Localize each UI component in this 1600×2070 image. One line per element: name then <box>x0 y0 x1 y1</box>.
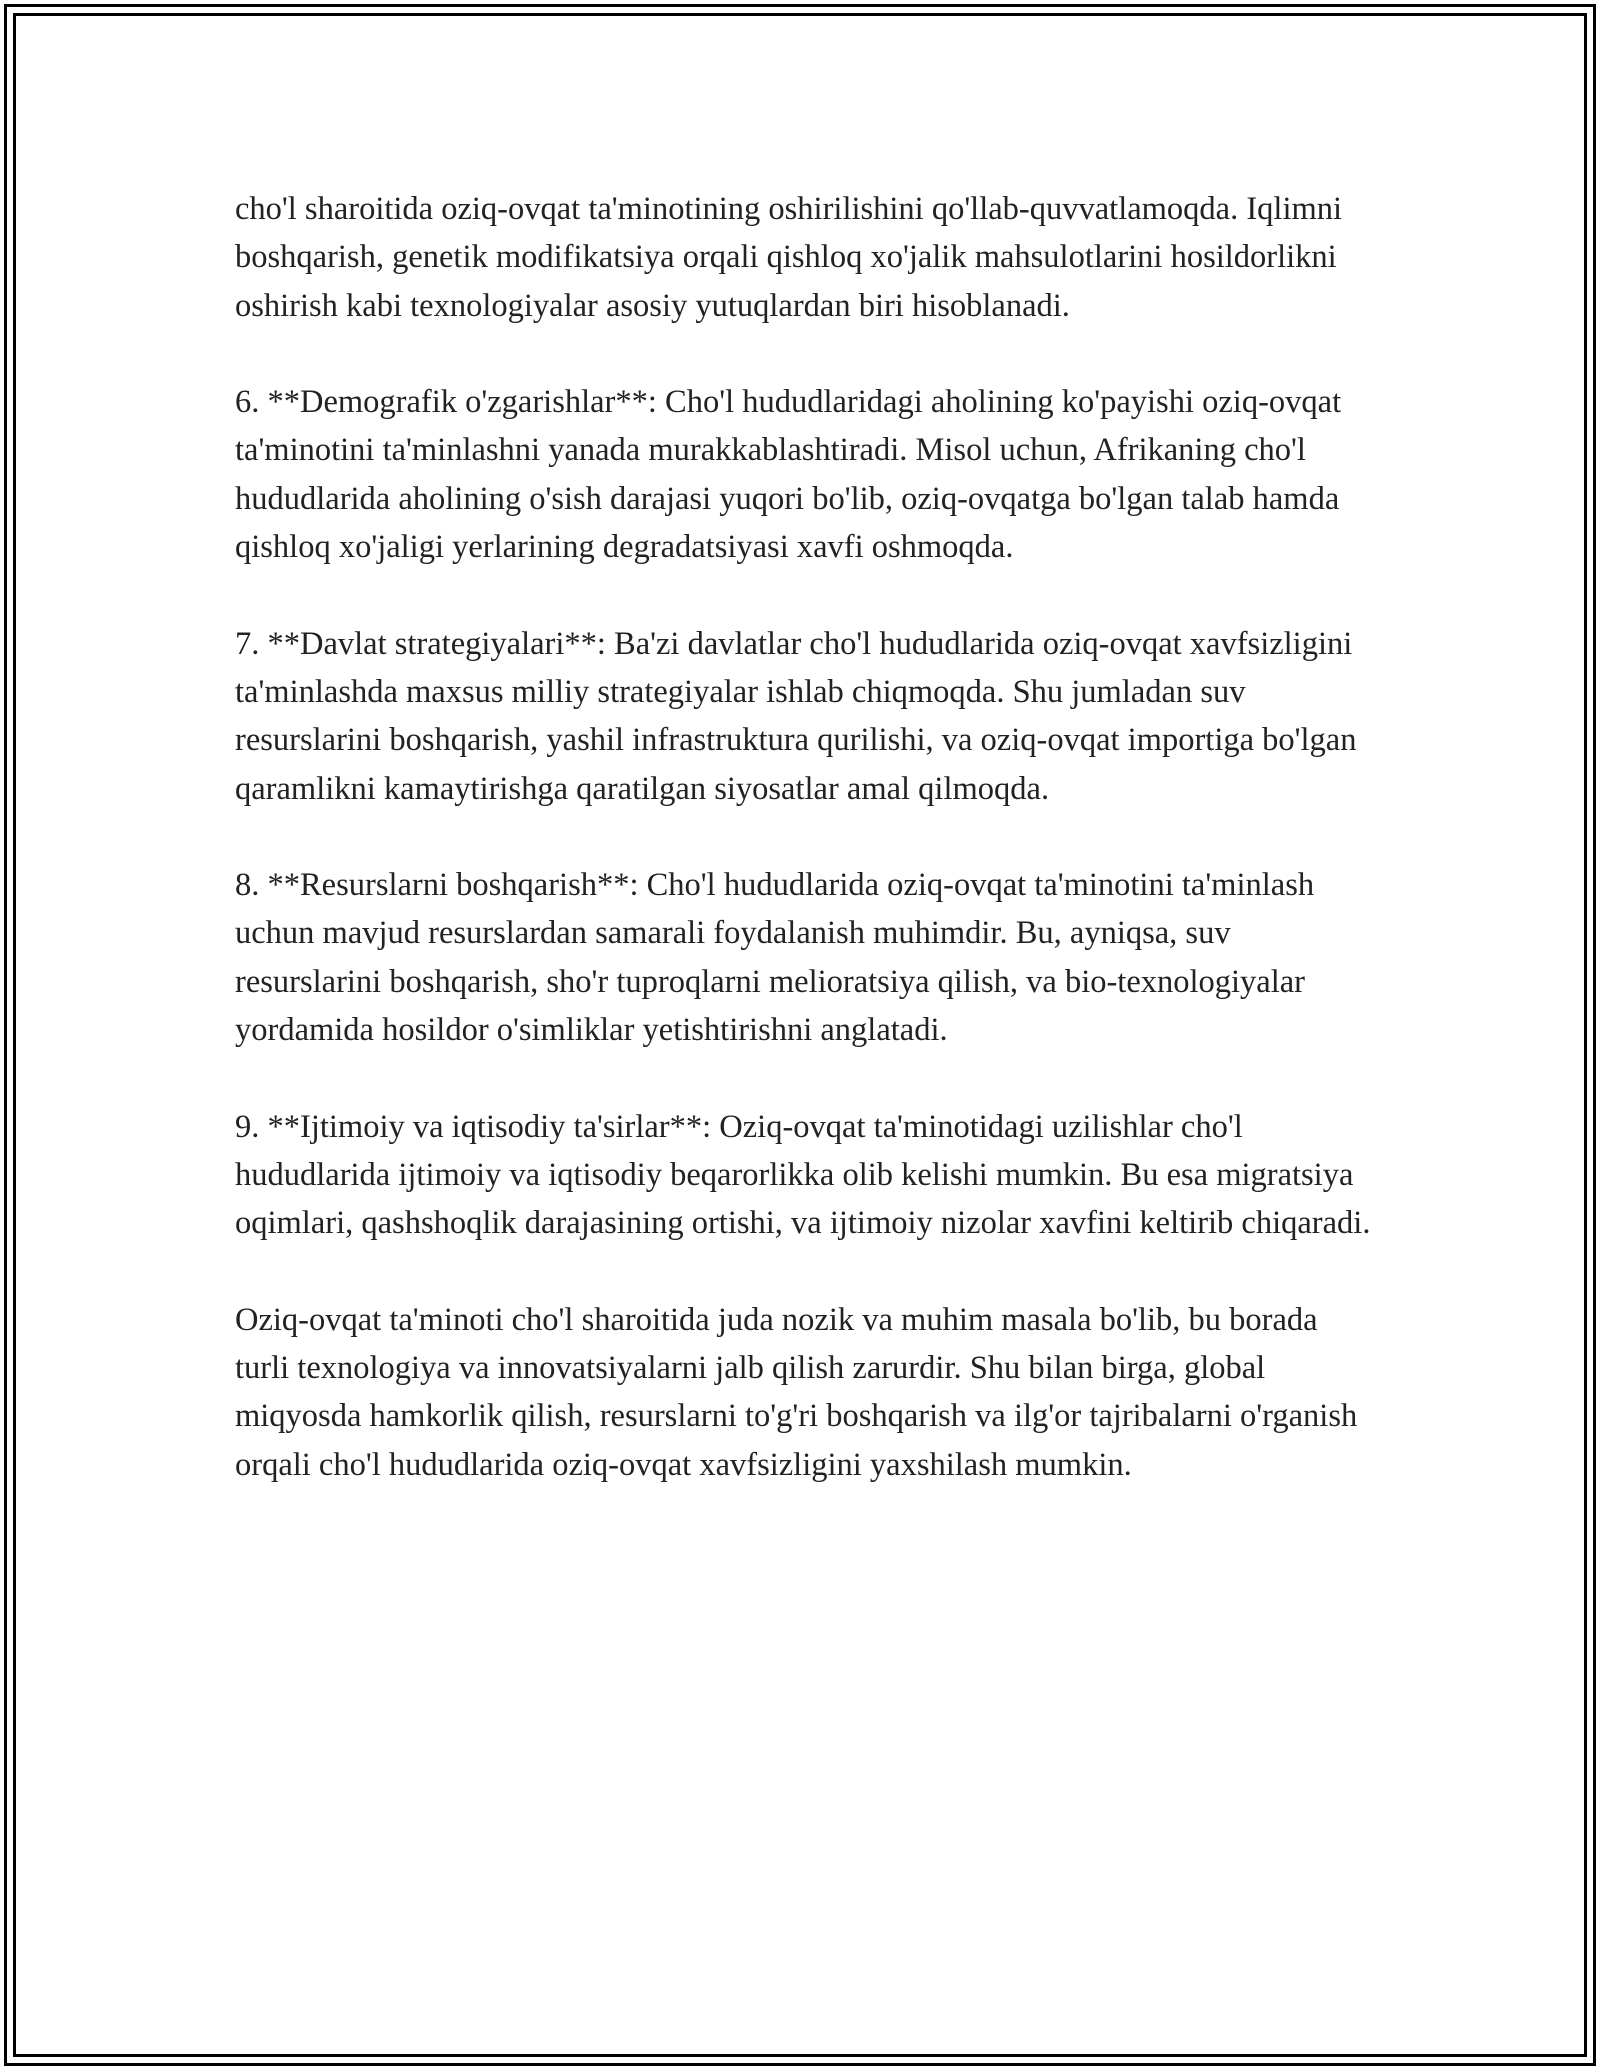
paragraph-conclusion: Oziq-ovqat ta'minoti cho'l sharoitida juda nozik va muhim masala bo'lib, bu borada turli texnologiya va innovatsiyalarni jalb qilish zarurdir. Shu bilan birga, global miqyosda hamkorlik qilish, resurslarni to'g'ri boshqarish va ilg'or tajribalarni o'rganish orqali cho'l hududlarida oziq-ovqat xavfsizligini yaxshilash mumkin. <box>235 1301 1358 1483</box>
paragraph-social-economic-effects: 9. **Ijtimoiy va iqtisodiy ta'sirlar**: Oziq-ovqat ta'minotidagi uzilishlar cho'l hududlarida ijtimoiy va iqtisodiy beqarorlikka olib kelishi mumkin. Bu esa migratsiya oqimlari, qashshoqlik darajasining ortishi, va ijtimoiy nizolar xavfini keltirib chiqaradi. <box>235 1108 1371 1242</box>
paragraph-intro-continuation: cho'l sharoitida oziq-ovqat ta'minotining oshirilishini qo'llab-quvvatlamoqda. Iqlimni boshqarish, genetik modifikatsiya orqali qishloq xo'jalik mahsulotlarini hosildorlikni oshirish kabi texnologiyalar asosiy yutuqlardan biri hisoblanadi. <box>235 191 1343 324</box>
document-body <box>235 185 1375 1537</box>
paragraph-demographic-changes: 6. **Demografik o'zgarishlar**: Cho'l hududlaridagi aholining ko'payishi oziq-ovqat ta'minotini ta'minlashni yanada murakkablashtiradi. Misol uchun, Afrikaning cho'l hududlarida aholining o'sish darajasi yuqori bo'lib, oziq-ovqatga bo'lgan talab hamda qishloq xo'jaligi yerlarining degradatsiyasi xavfi oshmoqda. <box>235 384 1342 566</box>
paragraph-government-strategies: 7. **Davlat strategiyalari**: Ba'zi davlatlar cho'l hududlarida oziq-ovqat xavfsizligini ta'minlashda maxsus milliy strategiyalar ishlab chiqmoqda. Shu jumladan suv resurslarini boshqarish, yashil infrastruktura qurilishi, va oziq-ovqat importiga bo'lgan qaramlikni kamaytirishga qaratilgan siyosatlar amal qilmoqda. <box>235 625 1357 807</box>
paragraph-resource-management: 8. **Resurslarni boshqarish**: Cho'l hududlarida oziq-ovqat ta'minotini ta'minlash uchun mavjud resurslardan samarali foydalanish muhimdir. Bu, ayniqsa, suv resurslarini boshqarish, sho'r tuproqlarni melioratsiya qilish, va bio-texnologiyalar yordamida hosildor o'simliklar yetishtirishni anglatadi. <box>235 867 1315 1049</box>
